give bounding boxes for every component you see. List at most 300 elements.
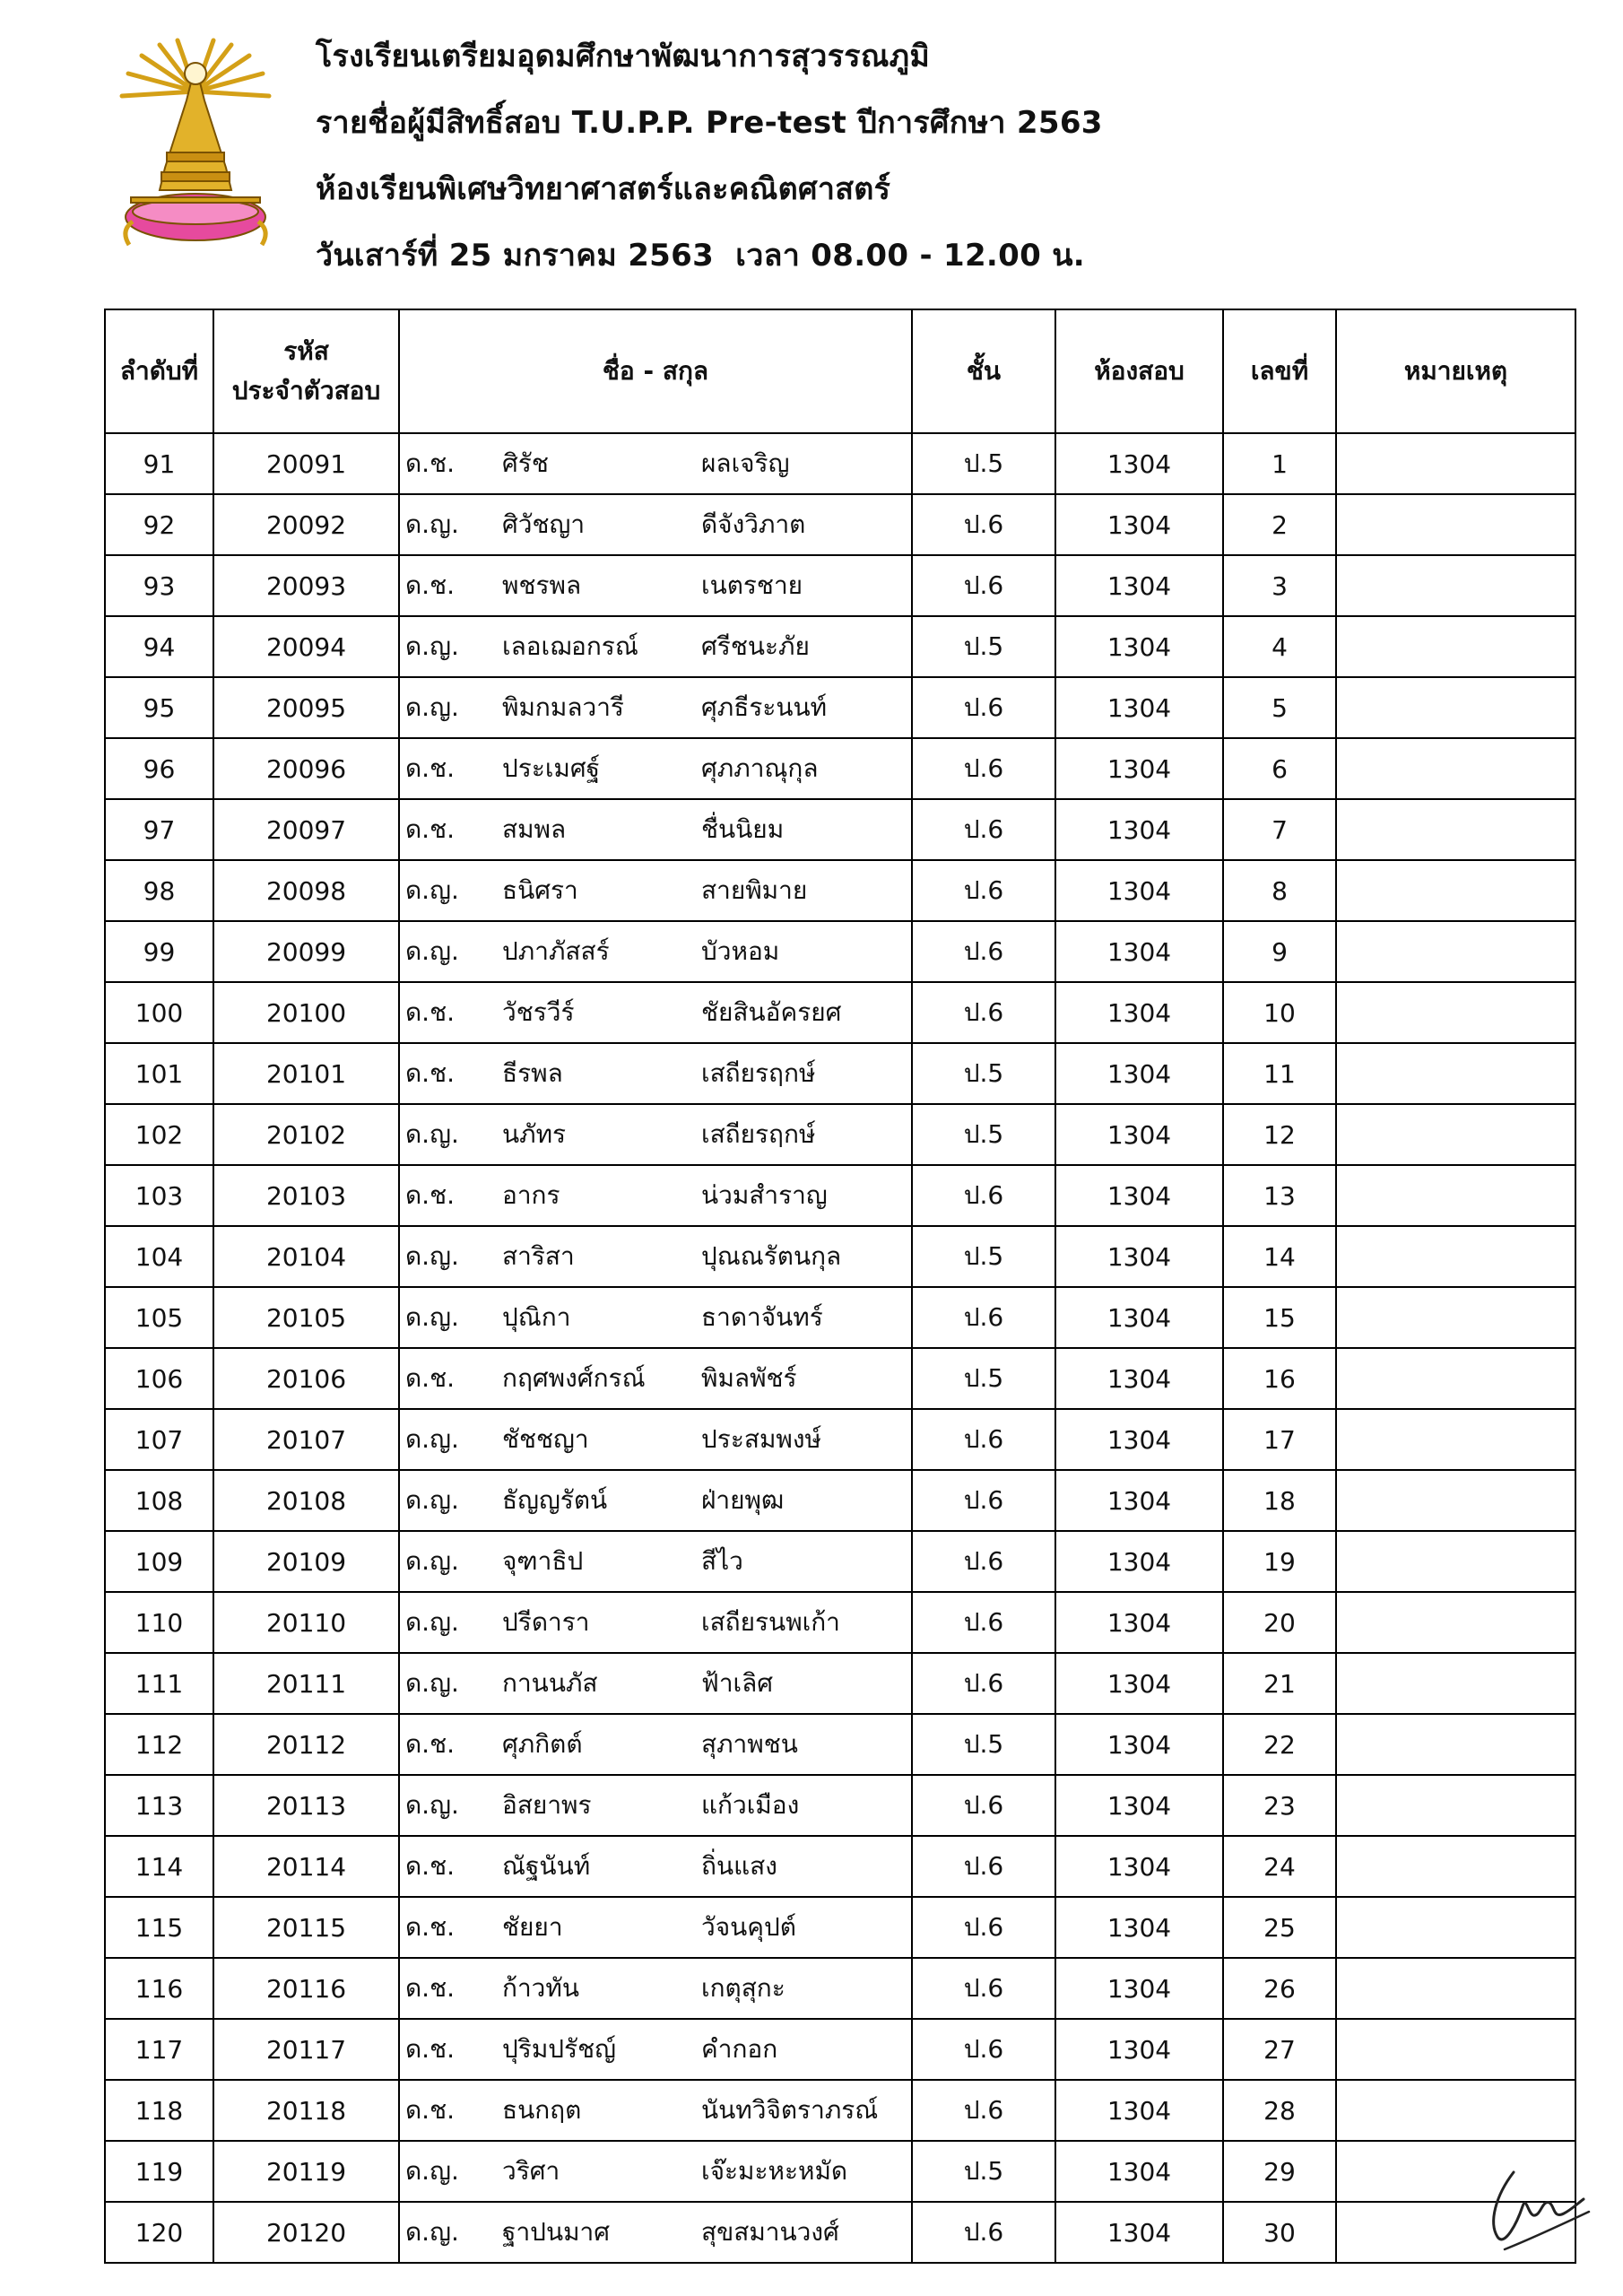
last-name: เนตรชาย xyxy=(701,570,803,600)
cell-order: 98 xyxy=(105,860,213,921)
header-exam-code-line2: ประจำตัวสอบ xyxy=(231,376,381,405)
name-prefix: ด.ช. xyxy=(405,1851,455,1881)
name-prefix: ด.ญ. xyxy=(405,1424,459,1454)
name-prefix: ด.ช. xyxy=(405,2095,455,2125)
exam-date-time: วันเสาร์ที่ 25 มกราคม 2563 เวลา 08.00 - 12.00 น. xyxy=(316,238,1085,274)
name-prefix: ด.ญ. xyxy=(405,1668,459,1698)
table-row xyxy=(105,1958,1575,2019)
cell-remark xyxy=(1336,1897,1575,1958)
cell-seat: 25 xyxy=(1223,1897,1336,1958)
first-name: ประเมศฐ์ xyxy=(502,753,601,783)
cell-exam-code: 20100 xyxy=(213,982,399,1043)
cell-room: 1304 xyxy=(1055,1348,1223,1409)
name-prefix: ด.ญ. xyxy=(405,936,459,966)
last-name: น่วมสำราญ xyxy=(701,1180,828,1210)
cell-order: 118 xyxy=(105,2080,213,2141)
cell-name xyxy=(399,1043,912,1104)
cell-seat: 14 xyxy=(1223,1226,1336,1287)
first-name: นภัทร xyxy=(502,1119,567,1149)
name-prefix: ด.ญ. xyxy=(405,692,459,722)
name-prefix: ด.ญ. xyxy=(405,1546,459,1576)
cell-grade: ป.6 xyxy=(912,494,1055,555)
cell-order: 110 xyxy=(105,1592,213,1653)
table-row xyxy=(105,1470,1575,1531)
name-prefix: ด.ช. xyxy=(405,448,455,478)
cell-seat: 23 xyxy=(1223,1775,1336,1836)
cell-name xyxy=(399,738,912,799)
cell-room: 1304 xyxy=(1055,1043,1223,1104)
cell-order: 99 xyxy=(105,921,213,982)
cell-seat: 22 xyxy=(1223,1714,1336,1775)
cell-room: 1304 xyxy=(1055,1165,1223,1226)
school-emblem-icon xyxy=(115,38,276,262)
cell-remark xyxy=(1336,1836,1575,1897)
cell-exam-code: 20094 xyxy=(213,616,399,677)
cell-name xyxy=(399,982,912,1043)
cell-remark xyxy=(1336,433,1575,494)
cell-grade: ป.6 xyxy=(912,1287,1055,1348)
first-name: ปรีดารา xyxy=(502,1607,590,1637)
header-grade: ชั้น xyxy=(912,309,1055,433)
first-name: สมพล xyxy=(502,814,567,844)
cell-grade: ป.6 xyxy=(912,1897,1055,1958)
first-name: วัชรวีร์ xyxy=(502,997,575,1027)
cell-remark xyxy=(1336,677,1575,738)
cell-grade: ป.5 xyxy=(912,433,1055,494)
name-prefix: ด.ช. xyxy=(405,1912,455,1942)
cell-room: 1304 xyxy=(1055,1287,1223,1348)
cell-remark xyxy=(1336,1165,1575,1226)
cell-room: 1304 xyxy=(1055,2202,1223,2263)
table-row xyxy=(105,921,1575,982)
cell-order: 119 xyxy=(105,2141,213,2202)
cell-name xyxy=(399,494,912,555)
last-name: สุภาพชน xyxy=(701,1729,798,1759)
cell-exam-code: 20110 xyxy=(213,1592,399,1653)
last-name: คำกอก xyxy=(701,2034,778,2064)
cell-room: 1304 xyxy=(1055,1653,1223,1714)
cell-seat: 5 xyxy=(1223,677,1336,738)
cell-order: 120 xyxy=(105,2202,213,2263)
cell-room: 1304 xyxy=(1055,433,1223,494)
first-name: พชรพล xyxy=(502,570,582,600)
cell-grade: ป.5 xyxy=(912,1043,1055,1104)
cell-seat: 3 xyxy=(1223,555,1336,616)
cell-room: 1304 xyxy=(1055,1409,1223,1470)
signature-icon xyxy=(1478,2160,1594,2258)
cell-exam-code: 20111 xyxy=(213,1653,399,1714)
last-name: วัจนคุปต์ xyxy=(701,1912,796,1942)
cell-order: 91 xyxy=(105,433,213,494)
cell-remark xyxy=(1336,616,1575,677)
cell-order: 116 xyxy=(105,1958,213,2019)
cell-order: 113 xyxy=(105,1775,213,1836)
last-name: ชัยสินอัครยศ xyxy=(701,997,842,1027)
cell-grade: ป.6 xyxy=(912,1653,1055,1714)
cell-name xyxy=(399,1104,912,1165)
cell-room: 1304 xyxy=(1055,2019,1223,2080)
cell-name xyxy=(399,1470,912,1531)
cell-room: 1304 xyxy=(1055,921,1223,982)
name-prefix: ด.ญ. xyxy=(405,1241,459,1271)
cell-order: 92 xyxy=(105,494,213,555)
cell-grade: ป.6 xyxy=(912,555,1055,616)
header-name: ชื่อ - สกุล xyxy=(399,309,912,433)
name-prefix: ด.ญ. xyxy=(405,1607,459,1637)
cell-remark xyxy=(1336,1104,1575,1165)
first-name: ณัฐนันท์ xyxy=(502,1851,591,1881)
cell-name xyxy=(399,2202,912,2263)
table-row xyxy=(105,1714,1575,1775)
cell-exam-code: 20091 xyxy=(213,433,399,494)
table-row xyxy=(105,982,1575,1043)
cell-seat: 9 xyxy=(1223,921,1336,982)
cell-room: 1304 xyxy=(1055,677,1223,738)
cell-name xyxy=(399,921,912,982)
table-row xyxy=(105,1226,1575,1287)
first-name: อากร xyxy=(502,1180,560,1210)
cell-exam-code: 20114 xyxy=(213,1836,399,1897)
cell-room: 1304 xyxy=(1055,860,1223,921)
header-exam-code xyxy=(213,309,399,433)
cell-seat: 27 xyxy=(1223,2019,1336,2080)
table-row xyxy=(105,1409,1575,1470)
cell-room: 1304 xyxy=(1055,1104,1223,1165)
cell-name xyxy=(399,1775,912,1836)
cell-name xyxy=(399,1531,912,1592)
first-name: ปภาภัสสร์ xyxy=(502,936,610,966)
cell-name xyxy=(399,1287,912,1348)
table-row xyxy=(105,2141,1575,2202)
cell-seat: 29 xyxy=(1223,2141,1336,2202)
first-name: สาริสา xyxy=(502,1241,575,1271)
header-room: ห้องสอบ xyxy=(1055,309,1223,433)
cell-remark xyxy=(1336,1348,1575,1409)
table-row xyxy=(105,1165,1575,1226)
cell-seat: 1 xyxy=(1223,433,1336,494)
cell-room: 1304 xyxy=(1055,1592,1223,1653)
table-row xyxy=(105,1104,1575,1165)
cell-grade: ป.6 xyxy=(912,2202,1055,2263)
last-name: ธาดาจันทร์ xyxy=(701,1302,823,1332)
table-row xyxy=(105,860,1575,921)
table-row xyxy=(105,1531,1575,1592)
cell-seat: 30 xyxy=(1223,2202,1336,2263)
first-name: พิมกมลวารี xyxy=(502,692,624,722)
last-name: ฟ้าเลิศ xyxy=(701,1668,774,1698)
name-prefix: ด.ช. xyxy=(405,814,455,844)
cell-seat: 21 xyxy=(1223,1653,1336,1714)
cell-order: 100 xyxy=(105,982,213,1043)
first-name: ธัญญรัตน์ xyxy=(502,1485,608,1515)
cell-seat: 4 xyxy=(1223,616,1336,677)
last-name: ผลเจริญ xyxy=(701,448,790,478)
cell-room: 1304 xyxy=(1055,2141,1223,2202)
table-row xyxy=(105,1897,1575,1958)
cell-seat: 8 xyxy=(1223,860,1336,921)
cell-remark xyxy=(1336,1592,1575,1653)
cell-order: 95 xyxy=(105,677,213,738)
cell-exam-code: 20102 xyxy=(213,1104,399,1165)
last-name: สีไว xyxy=(701,1546,743,1576)
cell-name xyxy=(399,1409,912,1470)
cell-grade: ป.5 xyxy=(912,2141,1055,2202)
cell-name xyxy=(399,1653,912,1714)
cell-exam-code: 20098 xyxy=(213,860,399,921)
cell-remark xyxy=(1336,1958,1575,2019)
cell-name xyxy=(399,616,912,677)
last-name: เสถียรนพเก้า xyxy=(701,1607,840,1637)
cell-grade: ป.5 xyxy=(912,1348,1055,1409)
cell-exam-code: 20120 xyxy=(213,2202,399,2263)
cell-grade: ป.6 xyxy=(912,921,1055,982)
cell-order: 101 xyxy=(105,1043,213,1104)
cell-exam-code: 20092 xyxy=(213,494,399,555)
cell-room: 1304 xyxy=(1055,738,1223,799)
first-name: ศิรัช xyxy=(502,448,549,478)
cell-grade: ป.6 xyxy=(912,1958,1055,2019)
first-name: กฤศพงศ์กรณ์ xyxy=(502,1363,646,1393)
cell-exam-code: 20116 xyxy=(213,1958,399,2019)
table-row xyxy=(105,677,1575,738)
school-name: โรงเรียนเตรียมอุดมศึกษาพัฒนาการสุวรรณภูมิ xyxy=(316,39,931,74)
name-prefix: ด.ญ. xyxy=(405,1485,459,1515)
last-name: เสถียรฤกษ์ xyxy=(701,1058,816,1088)
name-prefix: ด.ช. xyxy=(405,753,455,783)
cell-exam-code: 20106 xyxy=(213,1348,399,1409)
cell-exam-code: 20099 xyxy=(213,921,399,982)
cell-order: 102 xyxy=(105,1104,213,1165)
last-name: สายพิมาย xyxy=(701,875,808,905)
last-name: สุขสมานวงศ์ xyxy=(701,2217,839,2247)
last-name: นันทวิจิตราภรณ์ xyxy=(701,2095,879,2125)
cell-exam-code: 20119 xyxy=(213,2141,399,2202)
cell-remark xyxy=(1336,921,1575,982)
cell-exam-code: 20097 xyxy=(213,799,399,860)
cell-name xyxy=(399,1592,912,1653)
table-row xyxy=(105,2080,1575,2141)
cell-exam-code: 20113 xyxy=(213,1775,399,1836)
cell-seat: 26 xyxy=(1223,1958,1336,2019)
cell-seat: 20 xyxy=(1223,1592,1336,1653)
cell-order: 104 xyxy=(105,1226,213,1287)
cell-name xyxy=(399,2080,912,2141)
cell-order: 108 xyxy=(105,1470,213,1531)
table-row xyxy=(105,433,1575,494)
cell-seat: 7 xyxy=(1223,799,1336,860)
table-row xyxy=(105,555,1575,616)
first-name: กานนภัส xyxy=(502,1668,598,1698)
first-name: อิสยาพร xyxy=(502,1790,592,1820)
last-name: แก้วเมือง xyxy=(701,1790,800,1820)
cell-exam-code: 20108 xyxy=(213,1470,399,1531)
cell-seat: 2 xyxy=(1223,494,1336,555)
cell-room: 1304 xyxy=(1055,555,1223,616)
table-row xyxy=(105,2202,1575,2263)
cell-order: 109 xyxy=(105,1531,213,1592)
cell-remark xyxy=(1336,1470,1575,1531)
program-name: ห้องเรียนพิเศษวิทยาศาสตร์และคณิตศาสตร์ xyxy=(316,171,891,207)
cell-order: 97 xyxy=(105,799,213,860)
cell-exam-code: 20117 xyxy=(213,2019,399,2080)
cell-room: 1304 xyxy=(1055,616,1223,677)
name-prefix: ด.ญ. xyxy=(405,631,459,661)
first-name: เลอเฌอกรณ์ xyxy=(502,631,638,661)
table-row xyxy=(105,799,1575,860)
cell-grade: ป.6 xyxy=(912,1775,1055,1836)
examinee-table xyxy=(104,309,1576,2264)
table-row xyxy=(105,738,1575,799)
cell-seat: 24 xyxy=(1223,1836,1336,1897)
cell-seat: 18 xyxy=(1223,1470,1336,1531)
first-name: ปุณิกา xyxy=(502,1302,571,1332)
cell-name xyxy=(399,2141,912,2202)
name-prefix: ด.ญ. xyxy=(405,2217,459,2247)
name-prefix: ด.ช. xyxy=(405,1363,455,1393)
cell-seat: 10 xyxy=(1223,982,1336,1043)
cell-order: 106 xyxy=(105,1348,213,1409)
last-name: ประสมพงษ์ xyxy=(701,1424,821,1454)
last-name: เจ๊ะมะหะหมัด xyxy=(701,2156,848,2186)
cell-name xyxy=(399,1226,912,1287)
cell-exam-code: 20104 xyxy=(213,1226,399,1287)
table-row xyxy=(105,1043,1575,1104)
cell-name xyxy=(399,1836,912,1897)
cell-order: 105 xyxy=(105,1287,213,1348)
cell-exam-code: 20112 xyxy=(213,1714,399,1775)
cell-exam-code: 20118 xyxy=(213,2080,399,2141)
table-body xyxy=(105,433,1575,2263)
cell-order: 93 xyxy=(105,555,213,616)
table-row xyxy=(105,1653,1575,1714)
name-prefix: ด.ช. xyxy=(405,1058,455,1088)
cell-name xyxy=(399,1348,912,1409)
cell-grade: ป.6 xyxy=(912,1165,1055,1226)
cell-grade: ป.6 xyxy=(912,1531,1055,1592)
cell-order: 94 xyxy=(105,616,213,677)
header-remark: หมายเหตุ xyxy=(1336,309,1575,433)
cell-room: 1304 xyxy=(1055,799,1223,860)
cell-name xyxy=(399,1165,912,1226)
first-name: ศุภกิตต์ xyxy=(502,1729,583,1759)
cell-remark xyxy=(1336,738,1575,799)
last-name: ถิ่นแสง xyxy=(701,1851,777,1881)
cell-seat: 17 xyxy=(1223,1409,1336,1470)
cell-exam-code: 20105 xyxy=(213,1287,399,1348)
cell-remark xyxy=(1336,1531,1575,1592)
cell-grade: ป.6 xyxy=(912,677,1055,738)
cell-grade: ป.5 xyxy=(912,616,1055,677)
header-order: ลำดับที่ xyxy=(105,309,213,433)
name-prefix: ด.ช. xyxy=(405,2034,455,2064)
cell-room: 1304 xyxy=(1055,494,1223,555)
cell-exam-code: 20115 xyxy=(213,1897,399,1958)
cell-seat: 19 xyxy=(1223,1531,1336,1592)
cell-seat: 13 xyxy=(1223,1165,1336,1226)
cell-remark xyxy=(1336,982,1575,1043)
last-name: พิมลพัชร์ xyxy=(701,1363,797,1393)
cell-room: 1304 xyxy=(1055,1470,1223,1531)
last-name: ดีจังวิภาต xyxy=(701,509,806,539)
last-name: บัวหอม xyxy=(701,936,780,966)
cell-name xyxy=(399,860,912,921)
name-prefix: ด.ญ. xyxy=(405,509,459,539)
cell-remark xyxy=(1336,1043,1575,1104)
cell-exam-code: 20107 xyxy=(213,1409,399,1470)
table-row xyxy=(105,1775,1575,1836)
cell-seat: 12 xyxy=(1223,1104,1336,1165)
table-row xyxy=(105,1287,1575,1348)
cell-exam-code: 20103 xyxy=(213,1165,399,1226)
cell-name xyxy=(399,433,912,494)
last-name: ชื่นนิยม xyxy=(701,814,785,844)
cell-exam-code: 20101 xyxy=(213,1043,399,1104)
cell-exam-code: 20093 xyxy=(213,555,399,616)
cell-seat: 16 xyxy=(1223,1348,1336,1409)
cell-remark xyxy=(1336,555,1575,616)
header-exam-code-line1: รหัส xyxy=(283,336,329,366)
cell-name xyxy=(399,1958,912,2019)
cell-grade: ป.6 xyxy=(912,738,1055,799)
cell-order: 107 xyxy=(105,1409,213,1470)
cell-exam-code: 20109 xyxy=(213,1531,399,1592)
first-name: ชัยยา xyxy=(502,1912,563,1942)
cell-name xyxy=(399,1714,912,1775)
name-prefix: ด.ช. xyxy=(405,997,455,1027)
cell-room: 1304 xyxy=(1055,1836,1223,1897)
first-name: ธนิศรา xyxy=(502,875,578,905)
cell-exam-code: 20095 xyxy=(213,677,399,738)
cell-grade: ป.6 xyxy=(912,2019,1055,2080)
cell-order: 111 xyxy=(105,1653,213,1714)
cell-grade: ป.6 xyxy=(912,982,1055,1043)
name-prefix: ด.ช. xyxy=(405,1973,455,2003)
table-row xyxy=(105,1592,1575,1653)
cell-seat: 15 xyxy=(1223,1287,1336,1348)
cell-order: 115 xyxy=(105,1897,213,1958)
cell-grade: ป.5 xyxy=(912,1104,1055,1165)
table-row xyxy=(105,494,1575,555)
cell-remark xyxy=(1336,1653,1575,1714)
header-seat: เลขที่ xyxy=(1223,309,1336,433)
cell-exam-code: 20096 xyxy=(213,738,399,799)
cell-remark xyxy=(1336,2080,1575,2141)
cell-remark xyxy=(1336,1409,1575,1470)
first-name: จุฑาธิป xyxy=(502,1546,584,1576)
first-name: ชัชชญา xyxy=(502,1424,589,1454)
name-prefix: ด.ช. xyxy=(405,570,455,600)
table-header-row xyxy=(105,309,1575,433)
document-header xyxy=(316,39,1481,305)
first-name: วริศา xyxy=(502,2156,560,2186)
cell-name xyxy=(399,1897,912,1958)
last-name: เกตุสุกะ xyxy=(701,1973,785,2003)
cell-order: 112 xyxy=(105,1714,213,1775)
cell-room: 1304 xyxy=(1055,1531,1223,1592)
last-name: ปุณณรัตนกุล xyxy=(701,1241,842,1271)
cell-room: 1304 xyxy=(1055,1958,1223,2019)
first-name: ธนกฤต xyxy=(502,2095,582,2125)
cell-room: 1304 xyxy=(1055,1775,1223,1836)
cell-seat: 11 xyxy=(1223,1043,1336,1104)
cell-seat: 28 xyxy=(1223,2080,1336,2141)
cell-grade: ป.5 xyxy=(912,1714,1055,1775)
cell-grade: ป.6 xyxy=(912,860,1055,921)
cell-room: 1304 xyxy=(1055,1714,1223,1775)
cell-order: 103 xyxy=(105,1165,213,1226)
cell-remark xyxy=(1336,860,1575,921)
last-name: เสถียรฤกษ์ xyxy=(701,1119,816,1149)
